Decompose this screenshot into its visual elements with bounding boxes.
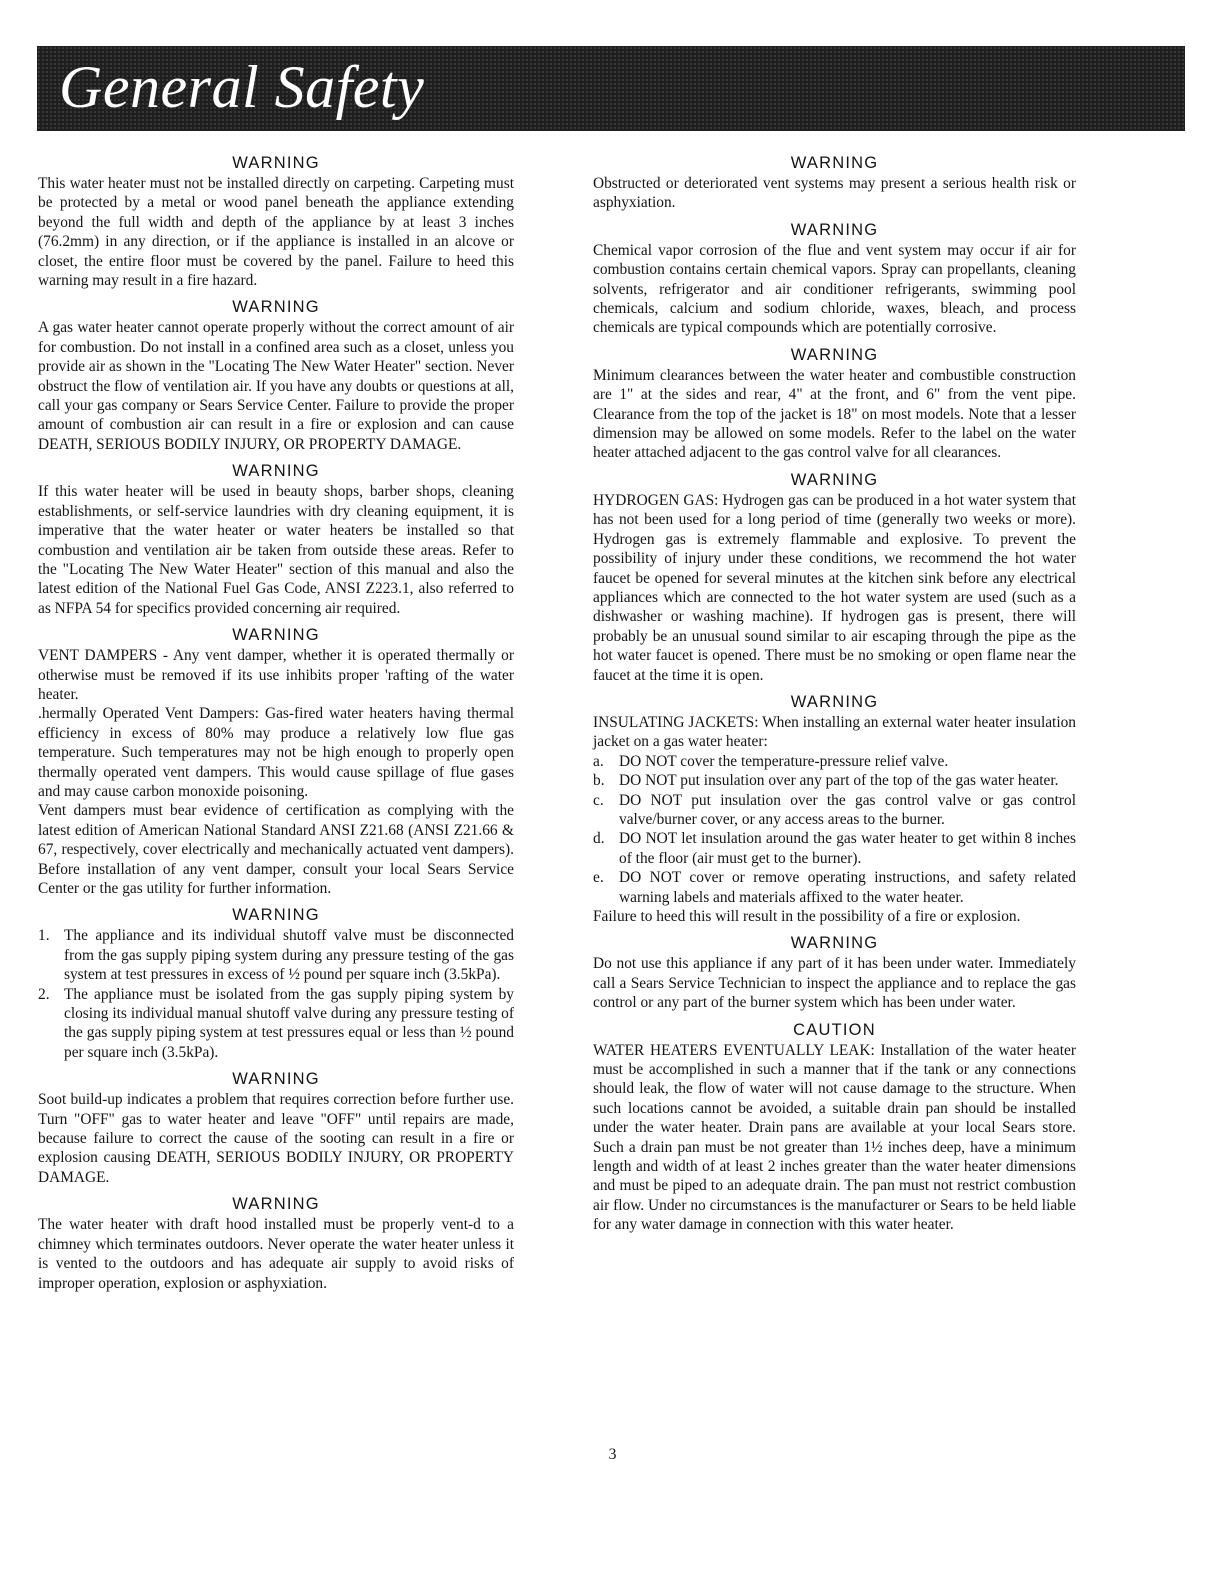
list-marker: c. (593, 791, 604, 809)
warning-clearances (593, 344, 1076, 463)
list-marker: b. (593, 772, 605, 790)
warning-text: .hermally Operated Vent Dampers: Gas-fired water heaters having thermal efficiency in excess of 80% may produce a relatively low flue gas temperature. Such temperatures may not be high enough to properly open thermally operated vent dampers. This would cause spillage of flue gases and may cause carbon monoxide poisoning. (38, 705, 514, 800)
warning-text: A gas water heater cannot operate properly without the correct amount of air for combustion. Do not install in a confined area such as a closet, unless you provide air as shown in the "Locating The New Water Heater" section. Never obstruct the flow of ventilation air. If you have any doubts or questions at all, call your gas company or Sears Service Center. Failure to provide the proper amount of combustion air can result in a fire or explosion and can cause DEATH, SERIOUS BODILY INJURY, OR PROPERTY DAMAGE. (38, 319, 514, 453)
warning-text: Vent dampers must bear evidence of certification as complying with the latest edition of American National Standard ANSI Z21.68 (ANSI Z21.66 & 67, respectively, cover electrically and mechanically actuated vent dampers). Before installation of any vent damper, consult your local Sears Service Center or the gas utility for further information. (38, 802, 514, 897)
list-marker: 1. (38, 927, 50, 945)
warning-pressure-testing (38, 904, 514, 1062)
warning-text: INSULATING JACKETS: When installing an external water heater insulation jacket on a gas water heater: (593, 713, 1076, 751)
list-item (38, 926, 514, 984)
list-item-text: DO NOT cover the temperature-pressure relief valve. (619, 752, 949, 770)
numbered-list (38, 926, 514, 1062)
warning-text: Soot build-up indicates a problem that requires correction before further use. Turn "OFF" gas to water heater and leave "OFF" until repairs are made, because failure to correct the cause of the sooting can result in a fire or explosion causing DEATH, SERIOUS BODILY INJURY, OR PROPERTY DAMAGE. (38, 1091, 514, 1186)
lettered-list (593, 752, 1076, 907)
caution-text: WATER HEATERS EVENTUALLY LEAK: Installation of the water heater must be accomplished in such a manner that if the tank or any connections should leak, the flow of water will not cause damage to the structure. When such locations cannot be avoided, a suitable drain pan should be installed under the water heater. Drain pans are available at your local Sears store. Such a drain pan must be not greater than 1½ inches deep, have a minimum length and width of at least 2 inches greater than the water heater dimensions and must be piped to an adequate drain. The pan must not restrict combustion air flow. Under no circumstances is the manufacturer or Sears to be held liable for any water damage in connection with this water heater. (593, 1041, 1076, 1234)
right-column (593, 152, 1076, 1241)
list-item-text: DO NOT put insulation over the gas control valve or gas control valve/burner cover, or any access areas to the burner. (619, 791, 1076, 828)
warning-text: VENT DAMPERS - Any vent damper, whether it is operated thermally or otherwise must be removed if its use inhibits proper 'rafting of the water heater. (38, 647, 514, 703)
list-item (593, 752, 1076, 771)
list-item-text: DO NOT let insulation around the gas water heater to get within 8 inches of the floor (air must get to the burner). (619, 830, 1076, 867)
page-title: General Safety (59, 54, 425, 120)
warning-text: Obstructed or deteriorated vent systems may present a serious health risk or asphyxiation. (593, 175, 1076, 212)
warning-under-water (593, 932, 1076, 1012)
warning-text: Chemical vapor corrosion of the flue and vent system may occur if air for combustion contains certain chemical vapors. Spray can propellants, cleaning solvents, refrigerator and air conditioner refrigerants, swimming pool chemicals, calcium and sodium chloride, waxes, bleach, and process chemicals are typical compounds which are potentially corrosive. (593, 241, 1076, 337)
warning-text: If this water heater will be used in beauty shops, barber shops, cleaning establishments, or self-service laundries with dry cleaning equipment, it is imperative that the water heater or water heaters be installed so that combustion and ventilation air be taken from outside these areas. Refer to the "Locating The New Water Heater" section of this manual and also the latest edition of the National Fuel Gas Code, ANSI Z223.1, also referred to as NFPA 54 for specifics provided concerning air required. (38, 483, 514, 617)
list-marker: e. (593, 869, 604, 887)
warning-text: Failure to heed this will result in the possibility of a fire or explosion. (593, 908, 1021, 925)
list-marker: d. (593, 830, 605, 848)
warning-text: HYDROGEN GAS: Hydrogen gas can be produced in a hot water system that has not been used for a long period of time (generally two weeks or more). Hydrogen gas is extremely flammable and explosive. To prevent the possibility of injury under these conditions, we recommend the hot water faucet be opened for several minutes at the kitchen sink before any electrical appliances which are connected to the hot water system are used (such as a dishwasher or washing machine). If hydrogen gas is present, there will probably be an unusual sound similar to air escaping through the pipe as the hot water faucet is opened. There must be no smoking or open flame near the faucet at the time it is open. (593, 491, 1076, 684)
warning-insulating-jackets (593, 691, 1076, 926)
warning-hydrogen-gas (593, 469, 1076, 685)
warning-carpeting (38, 152, 514, 290)
warning-heading: WARNING (790, 692, 879, 711)
warning-chemical-vapor (593, 219, 1076, 338)
caution-leaks (593, 1019, 1076, 1235)
section-banner (37, 46, 1185, 131)
warning-text: Do not use this appliance if any part of it has been under water. Immediately call a Sears Service Technician to inspect the appliance and to replace the gas control or any part of the burner system which has been under water. (593, 955, 1076, 1012)
warning-heading: WARNING (232, 1195, 320, 1214)
warning-heading: WARNING (232, 154, 320, 172)
list-item-text: The appliance and its individual shutoff valve must be disconnected from the gas supply piping system during any pressure testing of the gas system at test pressures in excess of ½ pound per square inch (3.5kPa). (64, 927, 514, 984)
list-item-text: DO NOT put insulation over any part of the top of the gas water heater. (619, 772, 1059, 790)
warning-draft-hood (38, 1193, 514, 1293)
list-item (38, 985, 514, 1063)
warning-heading: WARNING (790, 934, 879, 953)
list-item (593, 829, 1076, 868)
warning-heading: WARNING (232, 298, 320, 317)
list-item-text: The appliance must be isolated from the gas supply piping system by closing its individual manual shutoff valve during any pressure testing of the gas supply piping system at test pressures equal or less than ½ pound per square inch (3.5kPa). (64, 985, 514, 1061)
warning-text: The water heater with draft hood installed must be properly vent-d to a chimney which terminates outdoors. Never operate the water heater unless it is vented to the outdoors and has adequate air supply to avoid risks of improper operation, explosion or asphyxiation. (38, 1216, 514, 1292)
left-column (38, 152, 514, 1299)
warning-text: This water heater must not be installed directly on carpeting. Carpeting must be protected by a metal or wood panel beneath the appliance extending beyond the full width and depth of the appliance by at least 3 inches (76.2mm) in any direction, or if the appliance is installed in an alcove or closet, the entire floor must be covered by the panel. Failure to heed this warning may result in a fire hazard. (38, 175, 514, 290)
list-marker: 2. (38, 985, 50, 1003)
list-marker: a. (593, 752, 604, 770)
list-item (593, 868, 1076, 907)
warning-text: Minimum clearances between the water heater and combustible construction are 1" at the sides and rear, 4" at the front, and 6" from the vent pipe. Clearance from the top of the jacket is 18" on most models. Note that a lesser dimension may be allowed on some models. Refer to the label on the water heater attached adjacent to the gas control valve for all clearances. (593, 366, 1076, 462)
warning-heading: WARNING (232, 1070, 320, 1089)
warning-vent-systems (593, 152, 1076, 213)
warning-vent-dampers (38, 624, 514, 898)
list-item-text: DO NOT cover or remove operating instructions, and safety related warning labels and materials affixed to the water heater. (619, 869, 1076, 906)
page-number: 3 (608, 1446, 617, 1463)
warning-heading: WARNING (790, 345, 879, 364)
warning-heading: WARNING (790, 220, 879, 239)
warning-heading: WARNING (790, 154, 879, 172)
list-item (593, 791, 1076, 830)
warning-beauty-shops (38, 460, 514, 618)
caution-heading: CAUTION (793, 1020, 876, 1039)
warning-heading: WARNING (232, 626, 320, 645)
list-item (593, 771, 1076, 790)
warning-heading: WARNING (790, 470, 879, 489)
warning-heading: WARNING (232, 462, 320, 481)
warning-soot (38, 1068, 514, 1187)
warning-combustion-air (38, 296, 514, 454)
warning-heading: WARNING (232, 906, 320, 925)
